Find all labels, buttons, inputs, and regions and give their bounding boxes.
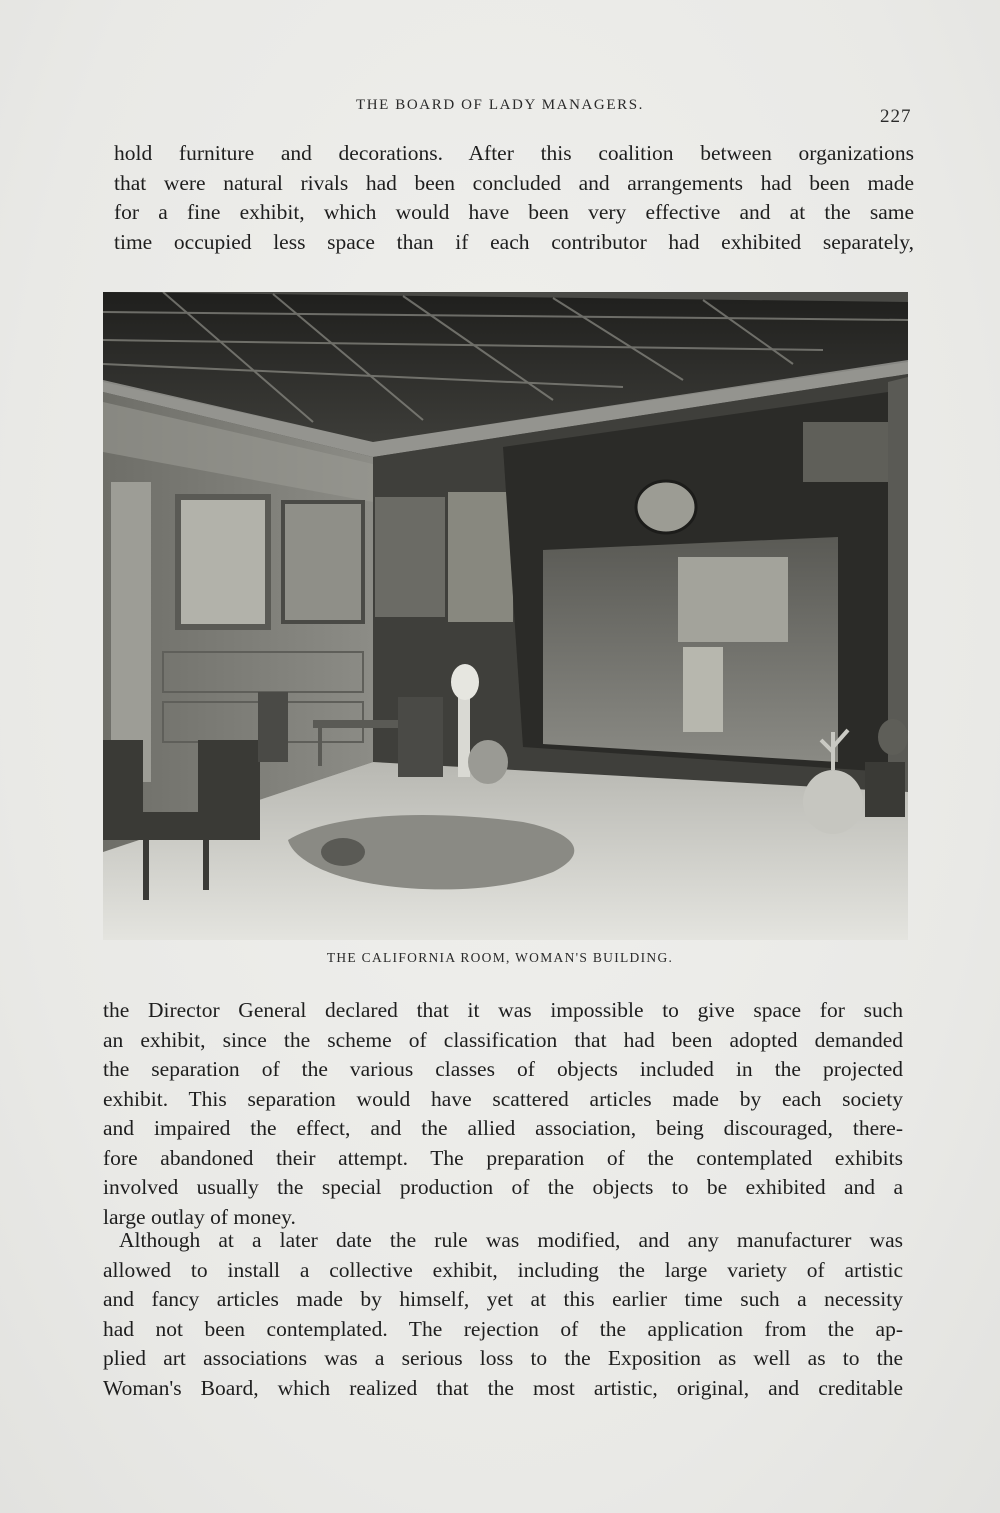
text-line: allowed to install a collective exhibit, including the large variety of artistic <box>103 1257 903 1282</box>
plate-caption: THE CALIFORNIA ROOM, WOMAN'S BUILDING. <box>326 950 674 965</box>
top-paragraph <box>114 139 914 257</box>
wall-painting <box>448 492 513 622</box>
text-line: time occupied less space than if each contributor had exhibited separately, <box>114 229 914 254</box>
text-line: the Director General declared that it was impossible to give space for such <box>103 998 903 1022</box>
running-title: THE BOARD OF LADY MANAGERS. <box>355 97 645 113</box>
text-line: an exhibit, since the scheme of classification that had been adopted demanded <box>103 1027 903 1052</box>
text-line: fore abandoned their attempt. The preparation of the contemplated exhibits <box>103 1145 903 1170</box>
text-line: exhibit. This separation would have scattered articles made by each society <box>103 1086 903 1111</box>
text-line: and impaired the effect, and the allied association, being discouraged, there- <box>103 1116 903 1140</box>
text-line: Although at a later date the rule was modified, and any manufacturer was <box>119 1228 903 1252</box>
reflected-cabinet <box>683 647 723 732</box>
body-paragraph-1 <box>103 996 903 1232</box>
wall-painting <box>178 497 268 627</box>
page-number: 227 <box>880 106 912 127</box>
text-line: hold furniture and decorations. After this coalition between organizations <box>114 141 914 165</box>
california-room-photograph <box>103 292 908 940</box>
scan-margin-mark <box>930 8 970 22</box>
text-line: the separation of the various classes of objects included in the projected <box>103 1057 903 1081</box>
text-line: involved usually the special production of the objects to be exhibited and a <box>103 1175 903 1199</box>
door <box>111 482 151 782</box>
medallion <box>636 481 696 533</box>
wall-painting <box>375 497 445 617</box>
wall-painting <box>283 502 363 622</box>
body-paragraph-2 <box>103 1226 903 1403</box>
text-line: for a fine exhibit, which would have been very effective and at the same <box>114 200 914 224</box>
bust <box>451 664 479 700</box>
text-line: Woman's Board, which realized that the most artistic, original, and creditable <box>103 1375 903 1400</box>
text-line: plied art associations was a serious loss to the Exposition as well as to the <box>103 1346 903 1370</box>
room-illustration <box>103 292 908 940</box>
rug-head <box>321 838 365 866</box>
planter <box>468 740 508 784</box>
text-line: large outlay of money. <box>103 1204 296 1229</box>
carved-capital <box>803 422 893 482</box>
text-line: had not been contemplated. The rejection of the application from the ap- <box>103 1316 903 1341</box>
text-line: that were natural rivals had been concluded and arrangements had been made <box>114 170 914 195</box>
planter <box>803 770 863 834</box>
text-line: and fancy articles made by himself, yet at this earlier time such a necessity <box>103 1287 903 1311</box>
reflected-painting <box>678 557 788 642</box>
